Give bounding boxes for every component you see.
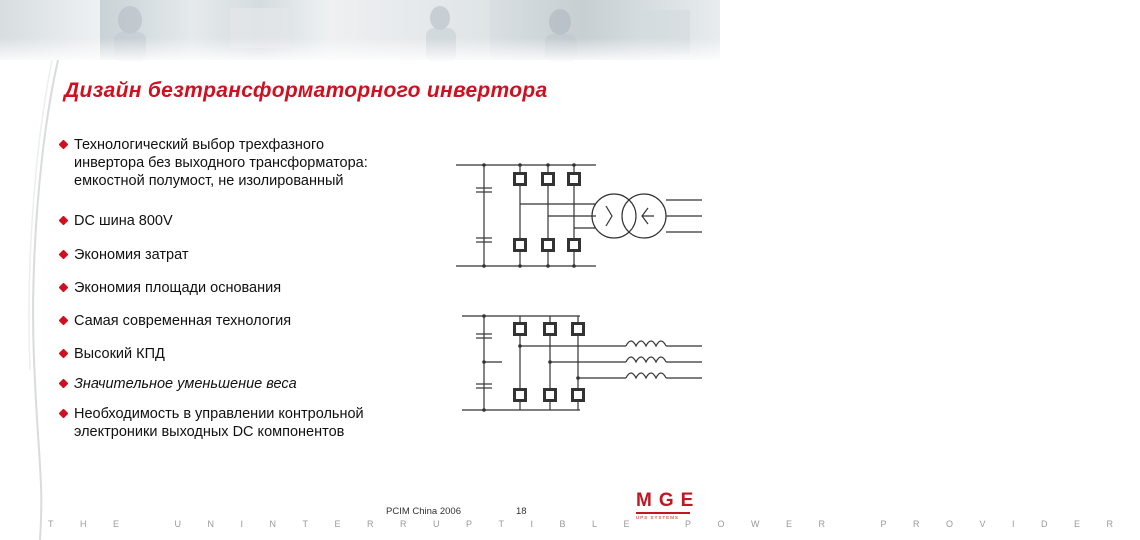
bullet-diamond-icon xyxy=(59,409,69,419)
footer-page-number: 18 xyxy=(516,506,527,517)
bullet-diamond-icon xyxy=(59,316,69,326)
bullet-item xyxy=(58,212,173,230)
bullet-item xyxy=(58,312,291,330)
transformerless-inverter-diagram xyxy=(462,312,706,414)
transformer-inverter-diagram xyxy=(456,160,706,272)
footer-conference: PCIM China 2006 xyxy=(386,506,461,517)
bullet-diamond-icon xyxy=(59,216,69,226)
left-decorative-curve xyxy=(0,0,60,540)
bullet-diamond-icon xyxy=(59,283,69,293)
bullet-text: Технологический выбор трехфазного инвертора без выходного трансформатора: емкостной полумост, не изолированный xyxy=(74,137,368,189)
bullet-item xyxy=(58,279,281,297)
bullet-item xyxy=(58,246,189,264)
mge-logo xyxy=(636,490,701,520)
bullet-diamond-icon xyxy=(59,349,69,359)
logo-word: MGE xyxy=(636,490,701,511)
logo-bar xyxy=(636,512,690,514)
bullet-diamond-icon xyxy=(59,140,69,150)
bullet-text: Высокий КПД xyxy=(74,346,165,362)
bullet-text: Самая современная технология xyxy=(74,313,292,329)
slide-title: Дизайн безтрансформаторного инвертора xyxy=(64,79,548,102)
bullet-item xyxy=(58,375,297,393)
footer-tagline: THE UNINTERRUPTIBLE POWER PROVIDER xyxy=(48,519,1140,529)
bullet-text: Необходимость в управлении контрольной электроники выходных DC компонентов xyxy=(74,406,364,440)
bullet-text: DC шина 800V xyxy=(74,213,173,229)
bullet-item xyxy=(58,136,368,190)
bullet-diamond-icon xyxy=(59,379,69,389)
bullet-text: Экономия площади основания xyxy=(74,280,282,296)
bullet-diamond-icon xyxy=(59,250,69,260)
bullet-item xyxy=(58,345,165,363)
banner-fade xyxy=(0,38,720,64)
bullet-item xyxy=(58,405,364,441)
bullet-text: Значительное уменьшение веса xyxy=(74,376,297,392)
header-photo-banner xyxy=(0,0,720,62)
logo-subtitle: UPS SYSTEMS xyxy=(636,515,680,520)
bullet-text: Экономия затрат xyxy=(74,247,189,263)
